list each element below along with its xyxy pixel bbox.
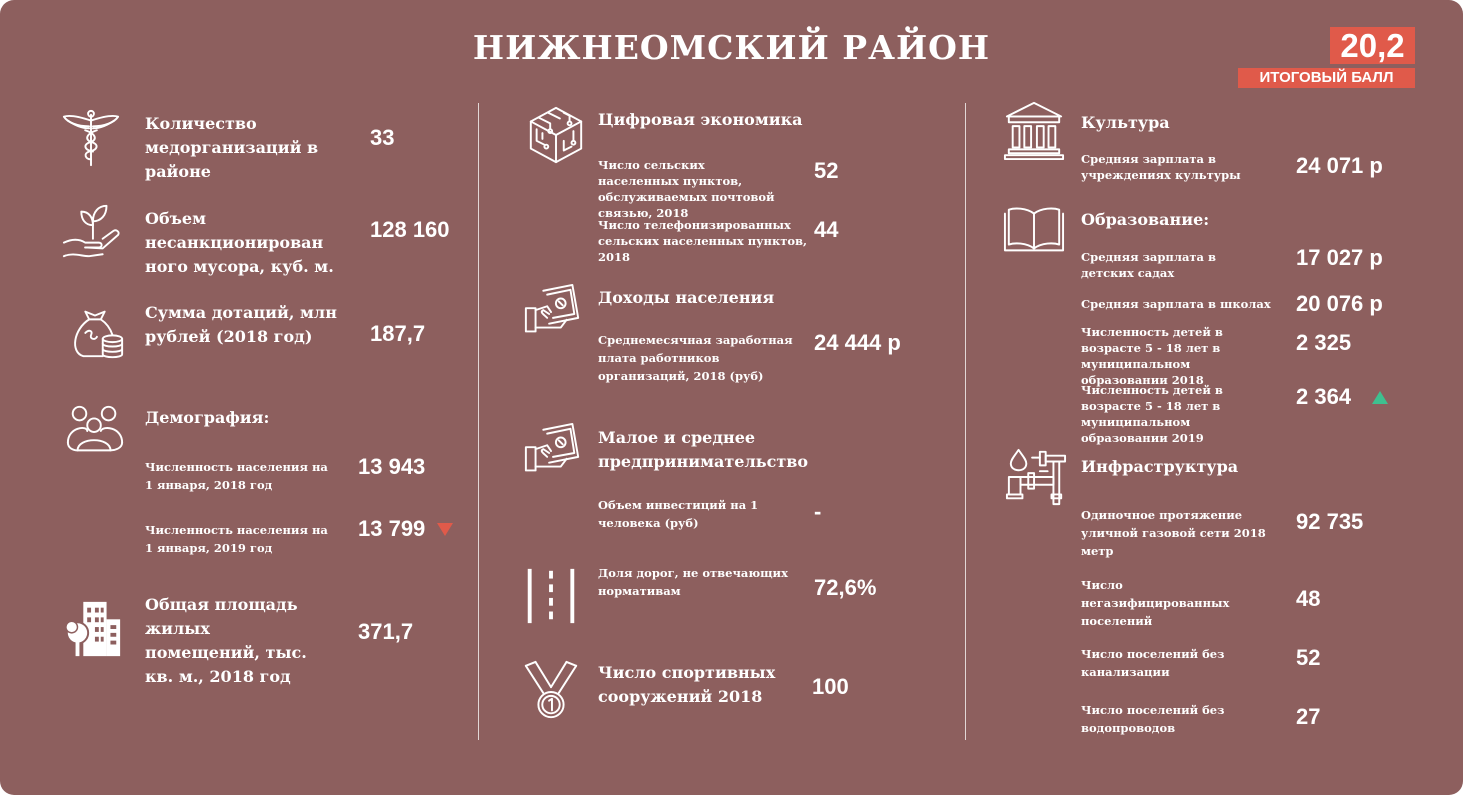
invest-value: - [814,499,822,524]
education-title: Образование: [1081,210,1210,229]
school-value: 20 076 р [1296,291,1383,316]
pop2018-value: 13 943 [358,454,426,479]
med-value: 33 [370,125,395,150]
column-divider [965,103,966,740]
total-score-label: ИТОГОВЫЙ БАЛЛ [1238,68,1415,88]
kids2018-value: 2 325 [1296,330,1352,355]
trend-up-icon [1372,391,1388,404]
page-title: НИЖНЕОМСКИЙ РАЙОН [472,28,991,67]
nogas-label: Число негазифицированных поселений [1081,578,1230,628]
medal-icon [520,660,582,722]
caduceus-icon [60,107,122,169]
waste-value: 128 160 [370,217,450,242]
subsidy-value: 187,7 [370,321,426,346]
income-salary-label: Среднемесячная заработная плата работников организаций, 2018 (руб) [598,333,793,383]
plant-hand-icon [60,200,122,262]
income-title: Доходы населения [598,288,775,307]
kinder-value: 17 027 р [1296,245,1383,270]
postal-value: 52 [814,158,839,183]
kids2019-label: Численность детей в возрасте 5 - 18 лет в муниципальном образовании 2019 [1081,383,1223,445]
sport-label: Число спортивных сооружений 2018 [598,663,776,706]
digital-title: Цифровая экономика [598,110,803,129]
buildings-icon [62,598,124,660]
demography-title: Демография: [145,408,270,427]
infra-title: Инфраструктура [1081,457,1239,476]
cash-hand-icon [522,422,584,484]
gas-value: 92 735 [1296,509,1364,534]
pop2019-label: Численность населения на 1 января, 2019 год [145,523,328,555]
circuit-cube-icon [525,104,587,166]
subsidy-label: Сумма дотаций, млн рублей (2018 год) [145,303,337,346]
total-score: 20,2 [1330,27,1415,64]
postal-label: Число сельских населенных пунктов, обслуживаемых почтовой связью, 2018 [598,158,775,220]
people-icon [64,400,126,462]
road-icon [520,565,582,627]
income-salary-value: 24 444 р [814,330,901,355]
trend-down-icon [437,523,453,536]
museum-icon [1003,99,1065,161]
cash-hand-icon [522,283,584,345]
kids2019-value: 2 364 [1296,384,1352,409]
roads-value: 72,6% [814,575,877,600]
culture-title: Культура [1081,113,1170,132]
book-icon [1003,200,1065,262]
nowater-label: Число поселений без водопроводов [1081,703,1225,735]
pop2019-value: 13 799 [358,516,426,541]
housing-label: Общая площадь жилых помещений, тыс. кв. м., 2018 год [145,595,307,686]
culture-salary-value: 24 071 р [1296,153,1383,178]
nogas-value: 48 [1296,586,1321,611]
column-divider [478,103,479,740]
school-label: Средняя зарплата в школах [1081,297,1271,311]
culture-salary-label: Средняя зарплата в учреждениях культуры [1081,152,1241,182]
nowater-value: 27 [1296,704,1321,729]
phone-value: 44 [814,217,839,242]
phone-label: Число телефонизированных сельских населенных пунктов, 2018 [598,218,808,264]
kinder-label: Средняя зарплата в детских садах [1081,250,1216,280]
med-label: Количество медорганизаций в районе [145,114,319,181]
money-bag-icon [64,300,126,362]
nosewer-value: 52 [1296,645,1321,670]
nosewer-label: Число поселений без канализации [1081,647,1225,679]
business-title: Малое и среднее предпринимательство [598,428,809,471]
sport-value: 100 [812,674,849,699]
kids2018-label: Численность детей в возрасте 5 - 18 лет в муниципальном образовании 2018 [1081,325,1223,387]
pop2018-label: Численность населения на 1 января, 2018 год [145,460,328,492]
housing-value: 371,7 [358,619,414,644]
roads-label: Доля дорог, не отвечающих нормативам [598,566,788,598]
gas-label: Одиночное протяжение уличной газовой сети 2018 метр [1081,508,1266,558]
pipes-icon [1005,446,1067,508]
waste-label: Объем несанкционирован ного мусора, куб. м. [145,209,334,276]
invest-label: Объем инвестиций на 1 человека (руб) [598,498,759,530]
